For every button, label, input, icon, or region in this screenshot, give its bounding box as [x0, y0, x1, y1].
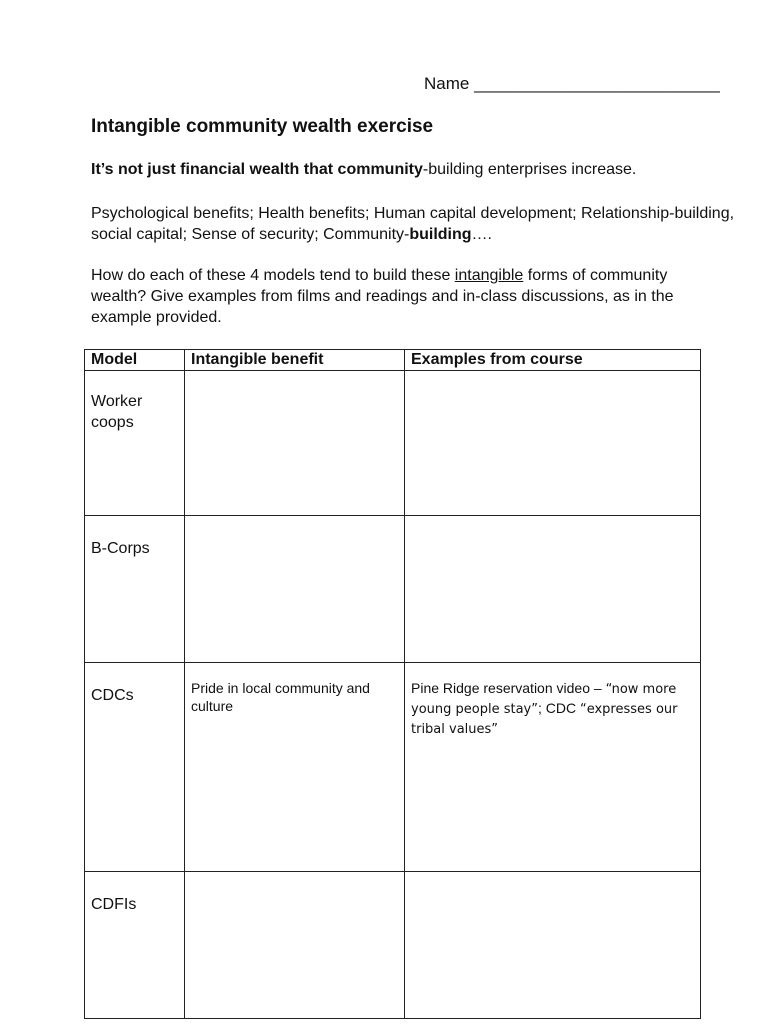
name-field-label: Name __________________________ [424, 74, 720, 93]
examples-cell[interactable] [405, 663, 701, 872]
example-quote: “expresses our [579, 702, 678, 717]
benefits-bold-end: building [409, 226, 472, 243]
example-text: ; CDC [537, 700, 580, 716]
question-part2: forms of community wealth? Give examples from films and readings and in-class discussions, as in the example provided. [91, 267, 674, 326]
table-row [85, 516, 701, 663]
models-table [84, 349, 701, 1019]
benefit-cell[interactable] [185, 371, 405, 516]
benefit-cell[interactable] [185, 872, 405, 1019]
examples-cell[interactable] [405, 872, 701, 1019]
benefits-ellipsis: …. [471, 226, 492, 243]
model-cell: CDFIs [85, 872, 185, 1019]
benefits-text: Psychological benefits; Health benefits; Human capital development; Relationship-building, social capital; Sense of security; Community- [91, 205, 735, 243]
model-cell: B-Corps [85, 516, 185, 663]
table-row [85, 663, 701, 872]
table-row [85, 872, 701, 1019]
model-cell: CDCs [85, 663, 185, 872]
table-row [85, 371, 701, 516]
model-cell: Worker coops [85, 371, 185, 516]
question-part1: How do each of these 4 models tend to build these [91, 267, 455, 284]
header-intangible-benefit: Intangible benefit [185, 350, 405, 371]
benefits-list [91, 203, 741, 245]
benefit-cell[interactable] [185, 516, 405, 663]
example-text: Pine Ridge reservation video – [411, 680, 606, 696]
benefit-cell[interactable]: Pride in local community and culture [185, 663, 405, 872]
intro-normal-text: -building enterprises increase. [422, 161, 637, 178]
table-header-row [85, 350, 701, 371]
examples-cell[interactable] [405, 516, 701, 663]
question-underlined-word: intangible [454, 267, 524, 284]
intro-statement [91, 161, 636, 179]
example-quote: “now more young people stay” [411, 682, 677, 717]
example-quote: tribal values” [411, 722, 499, 737]
exercise-question [91, 265, 691, 328]
header-model: Model [85, 350, 185, 371]
page-title: Intangible community wealth exercise [91, 116, 434, 137]
header-examples: Examples from course [405, 350, 701, 371]
examples-cell[interactable] [405, 371, 701, 516]
intro-bold-text: It’s not just financial wealth that community [91, 161, 423, 178]
